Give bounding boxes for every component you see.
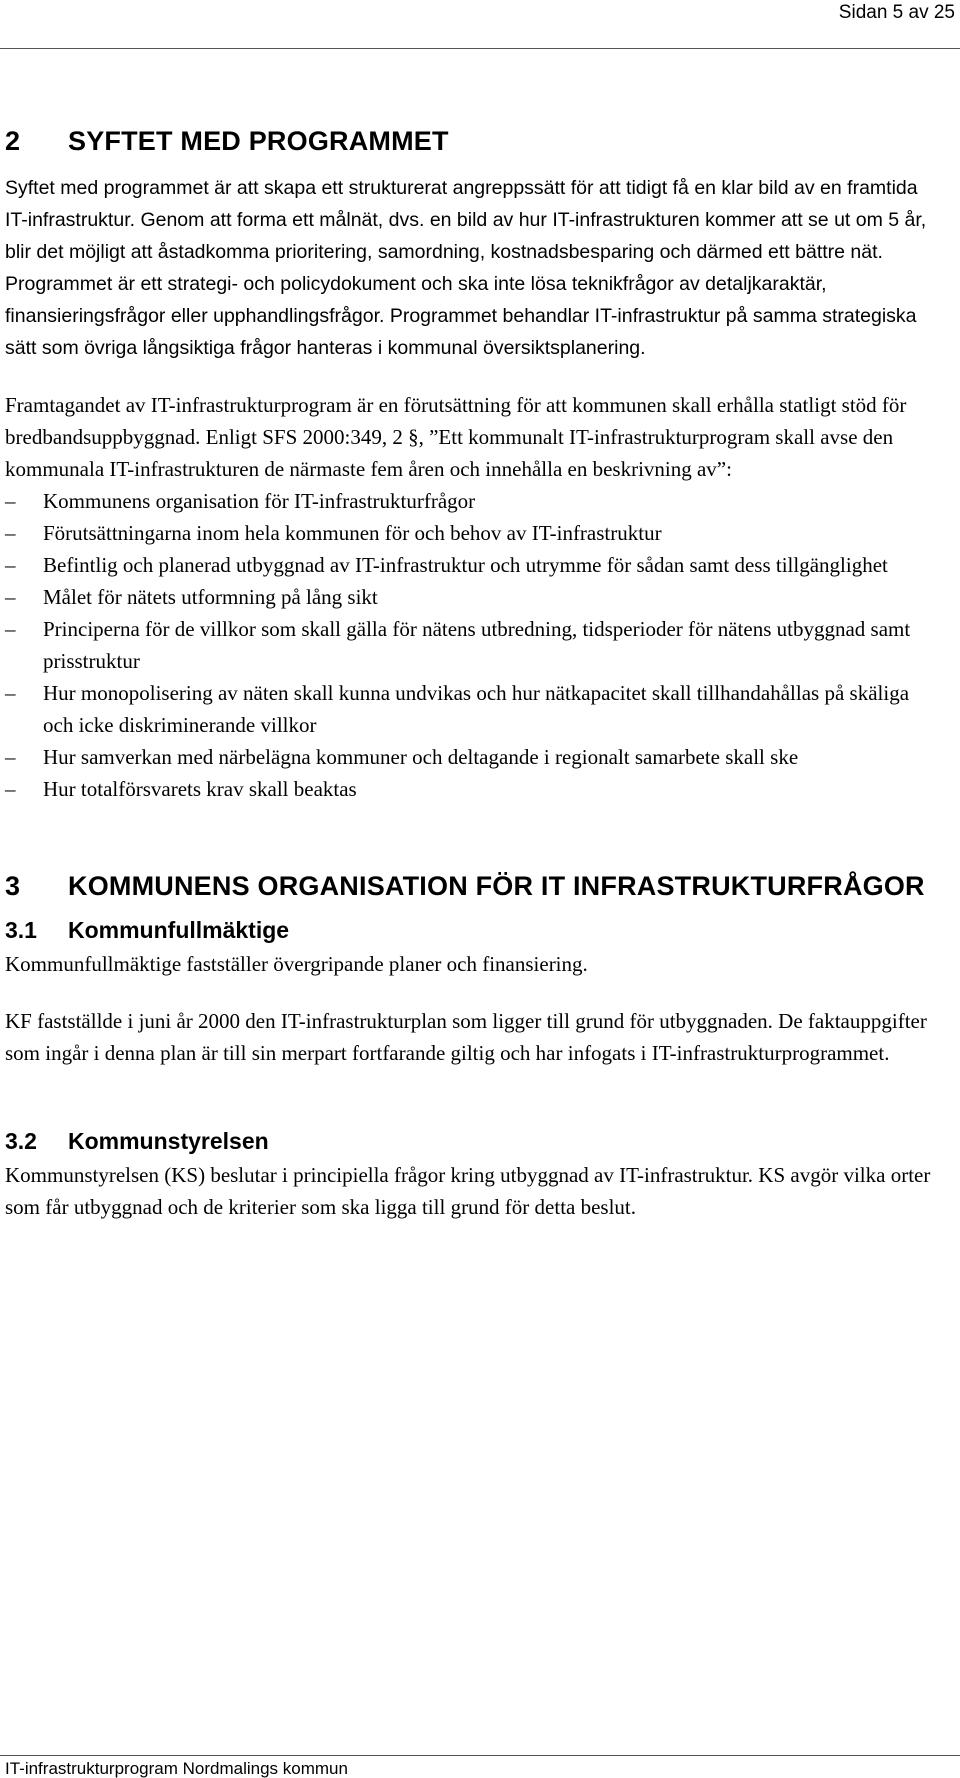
subsection-title: Kommunfullmäktige [68,917,290,943]
dash-marker: – [5,617,16,641]
document-body [5,124,935,1223]
list-item: – Hur samverkan med närbelägna kommuner och deltagande i regionalt samarbete skall ske [5,741,935,773]
subsection-title: Kommunstyrelsen [68,1128,269,1154]
dash-marker: – [5,745,16,769]
kf-paragraph-2: KF fastställde i juni år 2000 den IT-infrastrukturplan som ligger till grund för utbyggnaden. De faktauppgifter som ingår i denna plan är till sin merpart fortfarande giltig och har infogats i IT-infrastrukturprogrammet. [5,1009,927,1065]
dash-marker: – [5,681,16,705]
footer-text: IT-infrastrukturprogram Nordmalings kommun [5,1759,348,1778]
section-number: 3 [5,871,21,901]
page-footer [0,1755,960,1778]
list-item: – Hur totalförsvarets krav skall beaktas [5,773,935,805]
section-2-heading [5,124,935,158]
requirements-list [5,485,935,805]
legal-basis-paragraph: Framtagandet av IT-infrastrukturprogram är en förutsättning för att kommunen skall erhålla statligt stöd för bredbandsuppbyggnad. Enligt SFS 2000:349, 2 §, ”Ett kommunalt IT-infrastrukturprogram skall avse den kommunala IT-infrastrukturen de närmaste fem åren och innehålla en beskrivning av”: [5,393,907,481]
section-title: KOMMUNENS ORGANISATION FÖR IT INFRASTRUKTURFRÅGOR [68,871,925,901]
dash-marker: – [5,777,16,801]
page-header [0,0,960,49]
subsection-3-1-heading [5,915,935,945]
list-item: – Principerna för de villkor som skall gälla för nätens utbredning, tidsperioder för nätens utbyggnad samt prisstruktur [5,613,935,677]
kf-paragraph-1: Kommunfullmäktige fastställer övergripande planer och finansiering. [5,952,588,976]
dash-marker: – [5,585,16,609]
subsection-number: 3.1 [5,917,37,943]
page-number: Sidan 5 av 25 [838,2,955,23]
subsection-number: 3.2 [5,1128,37,1154]
list-item: – Kommunens organisation för IT-infrastrukturfrågor [5,485,935,517]
dash-marker: – [5,489,16,513]
section-title: SYFTET MED PROGRAMMET [68,126,449,156]
list-item: – Hur monopolisering av näten skall kunna undvikas och hur nätkapacitet skall tillhandahållas på skäliga och icke diskriminerande villkor [5,677,935,741]
ks-paragraph: Kommunstyrelsen (KS) beslutar i principiella frågor kring utbyggnad av IT-infrastruktur. KS avgör vilka orter som får utbyggnad och de kriterier som ska ligga till grund för detta beslut. [5,1163,931,1219]
dash-marker: – [5,521,16,545]
list-item: – Målet för nätets utformning på lång sikt [5,581,935,613]
section-number: 2 [5,126,21,156]
section-3-heading [5,869,935,903]
list-item: – Befintlig och planerad utbyggnad av IT-infrastruktur och utrymme för sådan samt dess tillgänglighet [5,549,935,581]
subsection-3-2-heading [5,1126,935,1156]
list-item: – Förutsättningarna inom hela kommunen för och behov av IT-infrastruktur [5,517,935,549]
purpose-paragraph: Syftet med programmet är att skapa ett strukturerat angreppssätt för att tidigt få en klar bild av en framtida IT-infrastruktur. Genom att forma ett målnät, dvs. en bild av hur IT-infrastrukturen kommer att se ut om 5 år, blir det möjligt att åstadkomma prioritering, samordning, kostnadsbesparing och därmed ett bättre nät. Programmet är ett strategi- och policydokument och ska inte lösa teknikfrågor av detaljkaraktär, finansieringsfrågor eller upphandlingsfrågor. Programmet behandlar IT-infrastruktur på samma strategiska sätt som övriga långsiktiga frågor hanteras i kommunal översiktsplanering. [5,177,927,359]
dash-marker: – [5,553,16,577]
